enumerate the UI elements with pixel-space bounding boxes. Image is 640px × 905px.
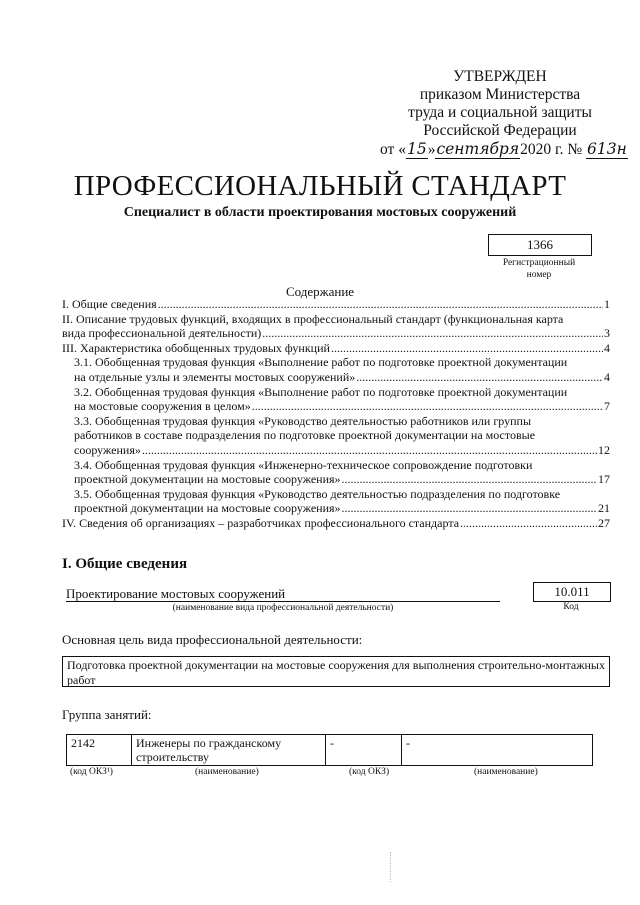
toc-subitem[interactable]: 3.1. Обобщенная трудовая функция «Выполнение работ по подготовке проектной документации на отдельные узлы и элементы мостовых сооружений» ..... 4 <box>62 355 610 384</box>
activity-kind-underline <box>66 601 500 602</box>
toc-subitem[interactable]: 3.4. Обобщенная трудовая функция «Инженерно-техническое сопровождение подготовки проектной документации на мостовые сооружения» ..... 17 <box>62 458 610 487</box>
toc-item[interactable]: III. Характеристика обобщенных трудовых функций ..... 4 <box>62 341 610 356</box>
toc-item[interactable]: I. Общие сведения ..... 1 <box>62 297 610 312</box>
toc-subitem[interactable]: 3.2. Обобщенная трудовая функция «Выполнение работ по подготовке проектной документации на мостовые сооружения в целом» ..... 7 <box>62 385 610 414</box>
okz-code-cell: 2142 <box>67 735 132 766</box>
registration-label: Регистрационный номер <box>502 258 576 280</box>
activity-code-caption: Код <box>563 602 579 612</box>
handwritten-day: 15 <box>406 140 427 158</box>
approval-line: труда и социальной защиты <box>408 104 592 121</box>
document-subtitle: Специалист в области проектирования мостовых сооружений <box>123 205 517 220</box>
handwritten-month: сентября <box>436 140 520 158</box>
table-of-contents <box>62 297 610 531</box>
activity-kind-caption: (наименование вида профессиональной деятельности) <box>172 603 394 613</box>
toc-subitem[interactable]: 3.3. Обобщенная трудовая функция «Руководство деятельностью работников или группы работников в составе подразделения по подготовке проектной документации на мостовые сооружения» ..... 12 <box>62 414 610 458</box>
goal-label: Основная цель вида профессиональной деятельности: <box>62 632 363 647</box>
activity-code: 10.011 <box>533 582 611 602</box>
section-heading: I. Общие сведения <box>62 556 188 572</box>
contents-heading: Содержание <box>285 284 355 299</box>
approval-date-line: от «15»сентября2020 г. № 613н <box>380 140 627 158</box>
approval-title: УТВЕРЖДЕН <box>453 68 547 85</box>
document-title: ПРОФЕССИОНАЛЬНЫЙ СТАНДАРТ <box>73 170 567 202</box>
toc-subitem[interactable]: 3.5. Обобщенная трудовая функция «Руководство деятельностью подразделения по подготовке проектной документации на мостовые сооружения» ..... 21 <box>62 487 610 516</box>
approval-line: приказом Министерства <box>419 86 581 103</box>
handwritten-order-number: 613н <box>587 140 627 158</box>
occupation-name-caption: (наименование) <box>195 767 259 777</box>
okz-code-cell: - <box>326 735 402 766</box>
occupation-name-cell: - <box>402 735 593 766</box>
group-label: Группа занятий: <box>62 707 152 722</box>
scan-artifact <box>390 852 392 882</box>
registration-number: 1366 <box>488 234 592 256</box>
okz-code-caption: (код ОКЗ) <box>349 767 390 777</box>
occupation-name-cell: Инженеры по гражданскому строительству <box>132 735 326 766</box>
table-row <box>67 735 593 766</box>
approval-line: Российской Федерации <box>423 122 577 139</box>
toc-item[interactable]: IV. Сведения об организациях – разработчиках профессионального стандарта ..... 27 <box>62 516 610 531</box>
goal-text: Подготовка проектной документации на мостовые сооружения для выполнения строительно-монтажных работ <box>62 656 610 687</box>
occupation-name-caption: (наименование) <box>474 767 538 777</box>
occupation-group-table <box>66 734 593 766</box>
toc-item[interactable]: II. Описание трудовых функций, входящих в профессиональный стандарт (функциональная карта вида профессиональной деятельности) ..... 3 <box>62 312 610 341</box>
approval-block <box>380 68 627 159</box>
activity-kind-value: Проектирование мостовых сооружений <box>66 586 286 601</box>
okz-code-caption: (код ОКЗ¹) <box>70 767 113 777</box>
